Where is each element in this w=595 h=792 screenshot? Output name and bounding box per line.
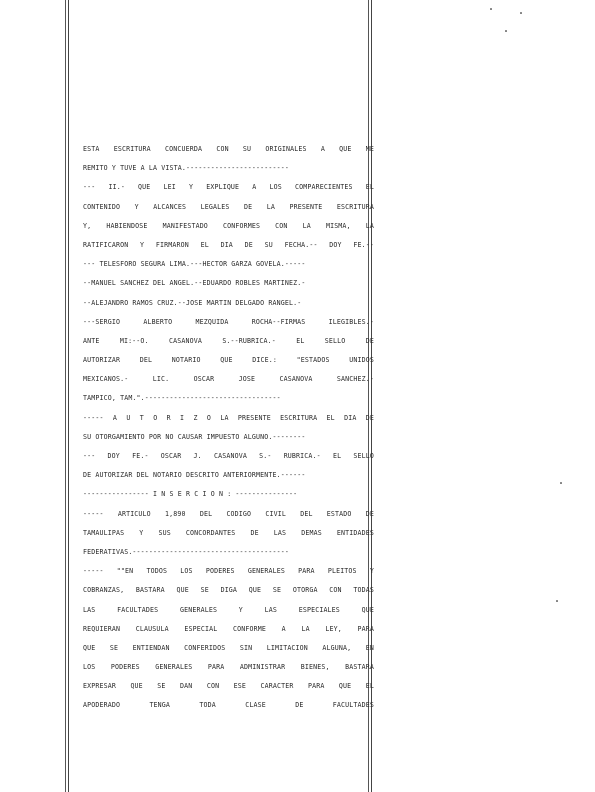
scan-speck [560,482,562,484]
text-line: --MANUEL SANCHEZ DEL ANGEL.--EDUARDO ROBLES MARTINEZ.- [83,279,306,288]
text-line: DE AUTORIZAR DEL NOTARIO DESCRITO ANTERIORMENTE.------ [83,471,306,480]
text-line: REQUIERAN CLAUSULA ESPECIAL CONFORME A LA LEY, PARA [83,624,374,633]
text-line: QUE SE ENTIENDAN CONFERIDOS SIN LIMITACION ALGUNA, EN [83,643,374,652]
text-line: ----- A U T O R I Z O LA PRESENTE ESCRITURA EL DIA DE [83,413,374,422]
text-line: APODERADO TENGA TODA CLASE DE FACULTADES [83,701,374,710]
text-line: ----- ""EN TODOS LOS PODERES GENERALES PARA PLEITOS Y [83,567,374,576]
text-line: CONTENIDO Y ALCANCES LEGALES DE LA PRESENTE ESCRITURA [83,202,374,211]
text-line: AUTORIZAR DEL NOTARIO QUE DICE.: "ESTADOS UNIDOS [83,356,374,365]
text-line: MEXICANOS.- LIC. OSCAR JOSE CASANOVA SANCHEZ.- [83,375,374,384]
text-line: --- TELESFORO SEGURA LIMA.---HECTOR GARZA GOVELA.----- [83,260,306,269]
text-line: FEDERATIVAS.-------------------------------------- [83,547,289,556]
text-line: LAS FACULTADES GENERALES Y LAS ESPECIALES QUE [83,605,374,614]
text-line: ---SERGIO ALBERTO MEZQUIDA ROCHA--FIRMAS ILEGIBLES.- [83,317,374,326]
text-line: LOS PODERES GENERALES PARA ADMINISTRAR BIENES, BASTARA [83,663,374,672]
text-line: TAMAULIPAS Y SUS CONCORDANTES DE LAS DEMAS ENTIDADES [83,528,374,537]
insercion-heading: ---------------- I N S E R C I O N : --------------- [83,490,298,499]
scan-speck [520,12,522,14]
left-margin-rule-outer [65,0,66,792]
text-line: EXPRESAR QUE SE DAN CON ESE CARACTER PARA QUE EL [83,682,374,691]
scan-speck [505,30,507,32]
text-line: TAMPICO, TAM.".--------------------------------- [83,394,281,403]
text-line: ESTA ESCRITURA CONCUERDA CON SU ORIGINALES A QUE ME [83,145,374,153]
text-line: RATIFICARON Y FIRMARON EL DIA DE SU FECHA.-- DOY FE.-- [83,240,374,249]
text-line: SU OTORGAMIENTO POR NO CAUSAR IMPUESTO ALGUNO.-------- [83,432,306,441]
text-line: COBRANZAS, BASTARA QUE SE DIGA QUE SE OTORGA CON TODAS [83,586,374,595]
text-line: ANTE MI:--O. CASANOVA S.--RUBRICA.- EL SELLO DE [83,336,374,345]
left-margin-rule-inner [68,0,69,792]
notarial-text-body [83,140,374,716]
scan-speck [490,8,492,10]
text-line: --ALEJANDRO RAMOS CRUZ.--JOSE MARTIN DELGADO RANGEL.- [83,298,302,307]
scan-speck [556,600,558,602]
text-line: REMITO Y TUVE A LA VISTA.------------------------- [83,164,289,173]
text-line: --- DOY FE.- OSCAR J. CASANOVA S.- RUBRICA.- EL SELLO [83,452,374,460]
text-line: --- II.- QUE LEI Y EXPLIQUE A LOS COMPARECIENTES EL [83,183,374,192]
text-line: ----- ARTICULO 1,890 DEL CODIGO CIVIL DEL ESTADO DE [83,509,374,518]
text-line: Y, HABIENDOSE MANIFESTADO CONFORMES CON LA MISMA, LA [83,221,374,230]
